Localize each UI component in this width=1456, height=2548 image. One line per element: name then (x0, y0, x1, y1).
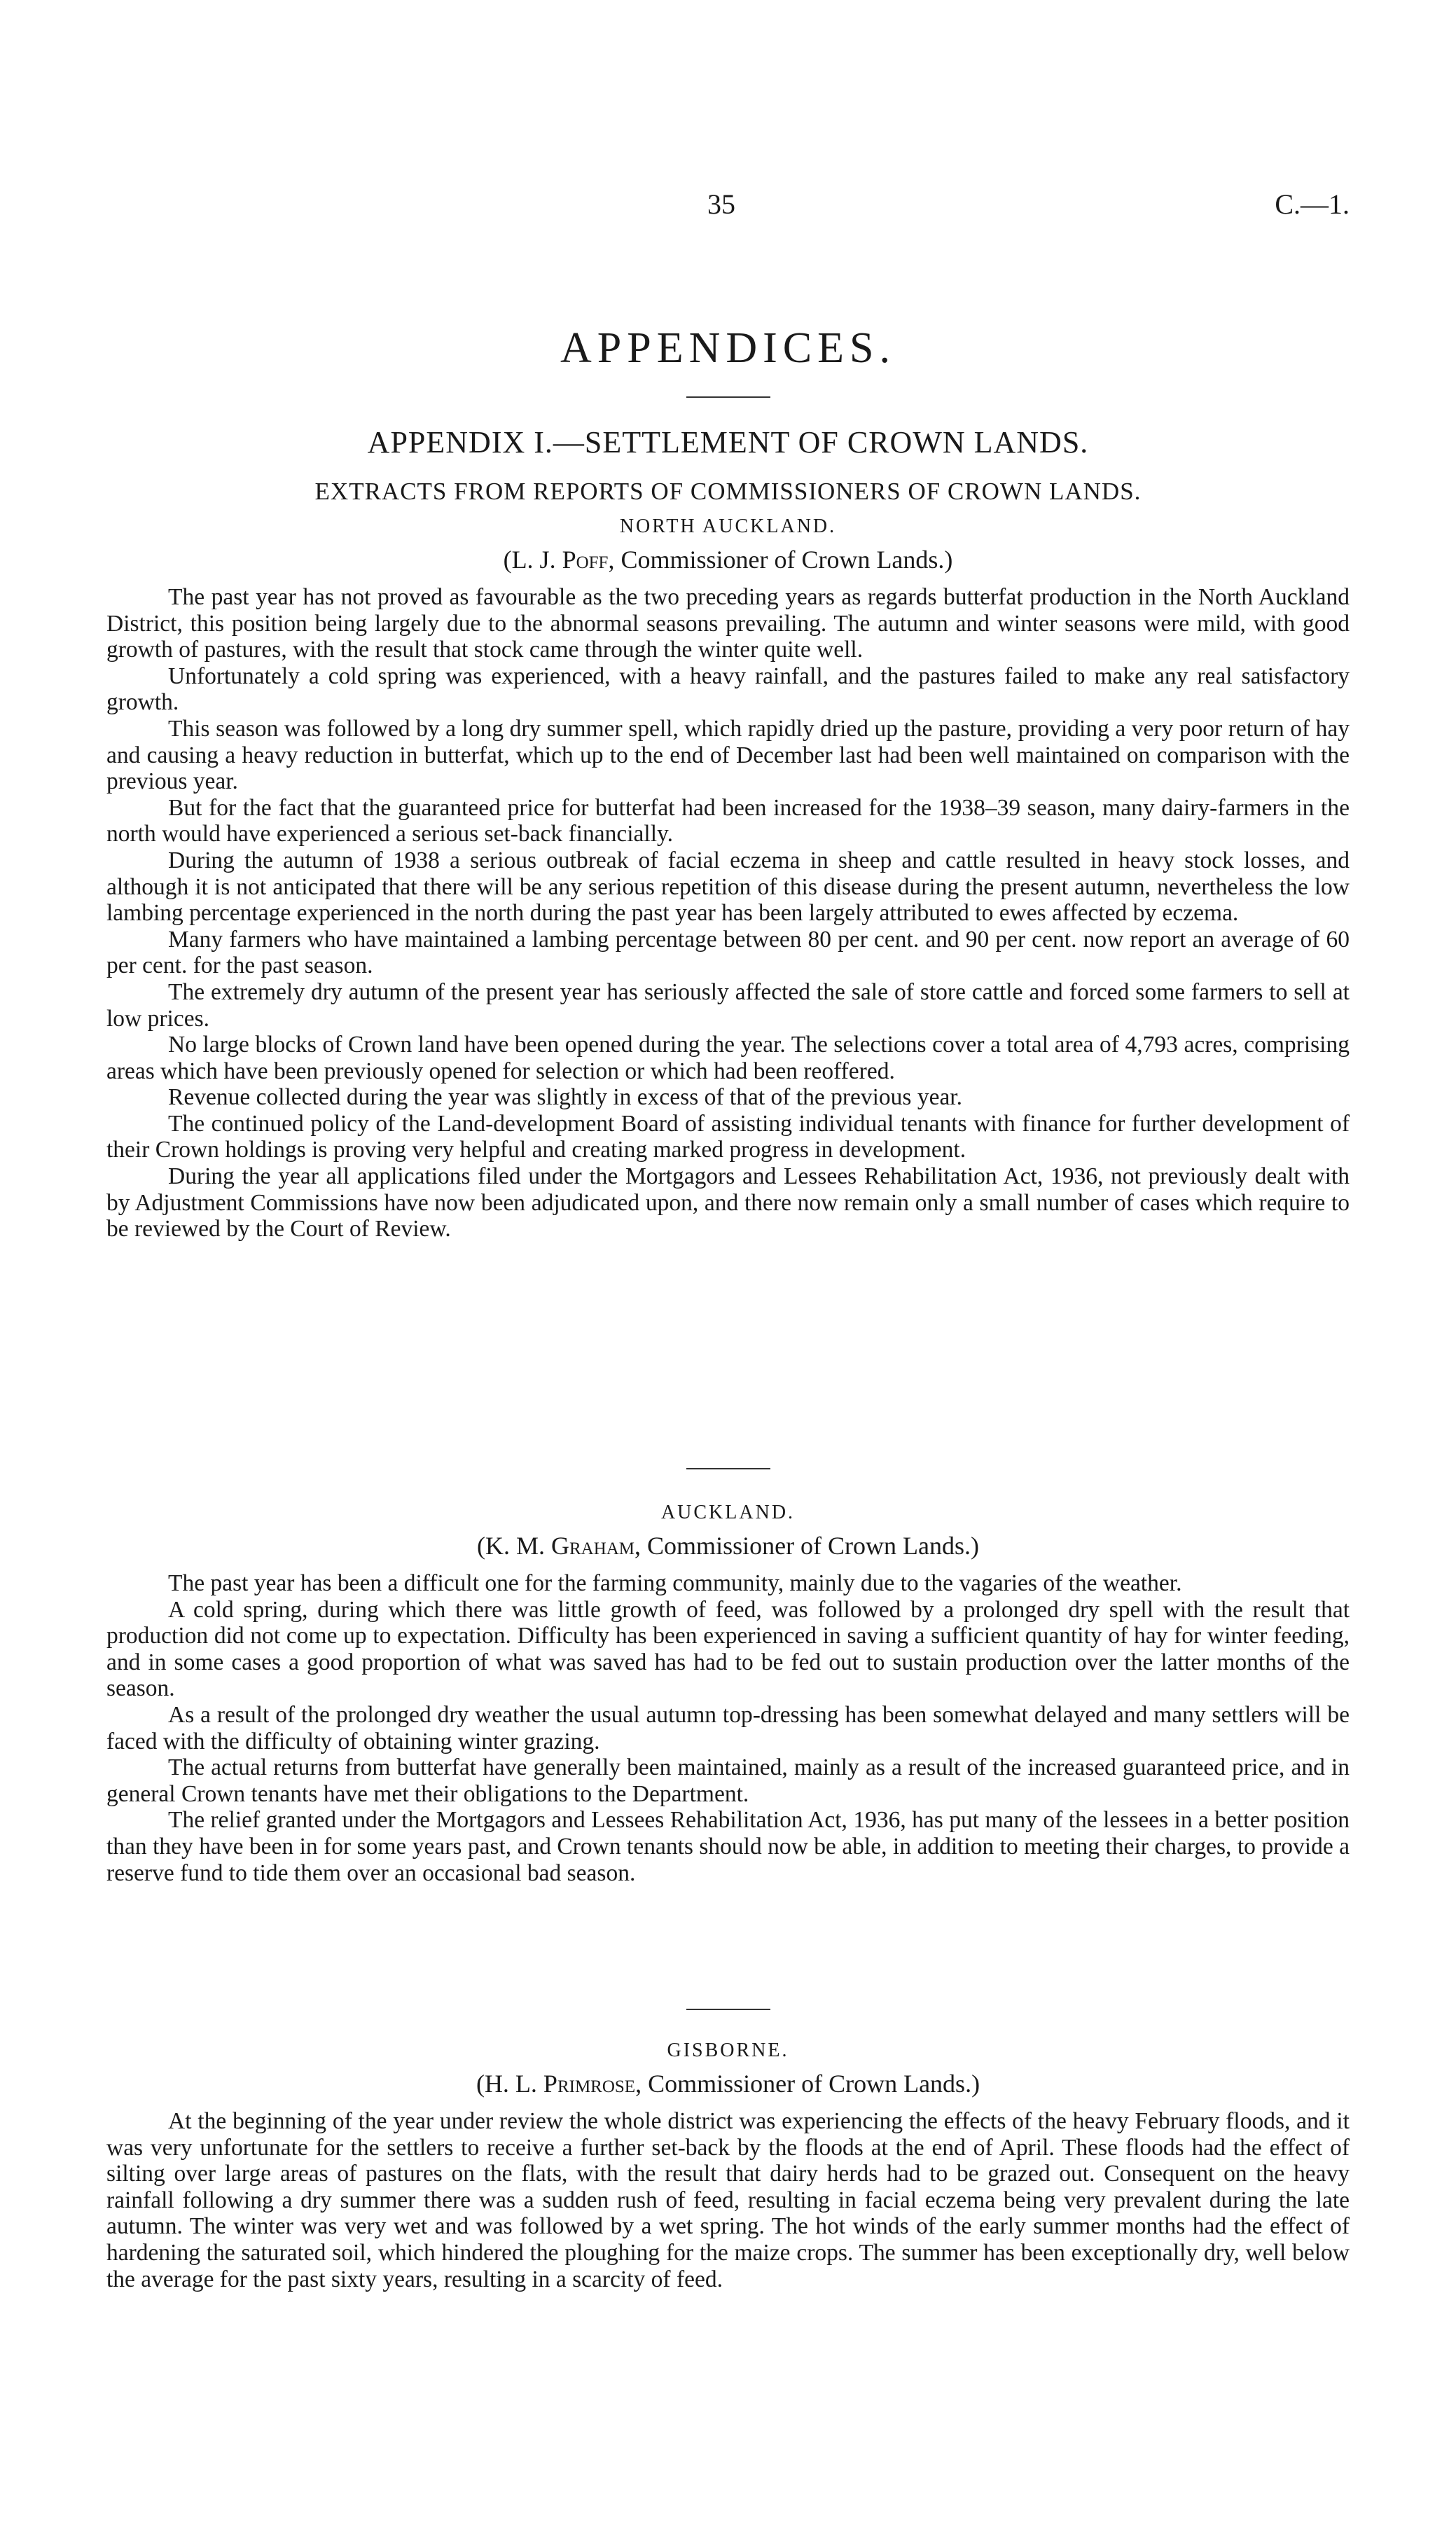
extracts-title: EXTRACTS FROM REPORTS OF COMMISSIONERS OF CROWN LANDS. (314, 478, 1142, 505)
paragraph: The extremely dry autumn of the present year has seriously affected the sale of store cattle and forced some farmers to sell at low prices. (106, 978, 1350, 1032)
commissioner-name: H. L. Primrose (484, 2070, 636, 2098)
paragraph: The past year has not proved as favourable as the two preceding years as regards butterfat production in the North Auckland District, this position being largely due to the abnormal seasons prevailing. The autumn and winter seasons were mild, with good growth of pastures, with the result that stock came through the winter quite well. (106, 584, 1350, 663)
paragraph: Unfortunately a cold spring was experienced, with a heavy rainfall, and the pastures failed to make any real satisfactory growth. (106, 663, 1350, 716)
commissioner-name: L. J. Poff (511, 546, 609, 574)
commissioner-name: K. M. Graham (485, 1532, 635, 1560)
paragraph: But for the fact that the guaranteed price for butterfat had been increased for the 1938–39 season, many dairy-farmers in the north would have experienced a serious set-back financially. (106, 794, 1350, 847)
main-title: APPENDICES. (560, 324, 896, 372)
appendix-title: APPENDIX I.—SETTLEMENT OF CROWN LANDS. (367, 425, 1089, 459)
paragraph: As a result of the prolonged dry weather the usual autumn top-dressing has been somewhat delayed and many settlers will be faced with the difficulty of obtaining winter grazing. (106, 1701, 1350, 1754)
section-heading-north-auckland: NORTH AUCKLAND. (619, 515, 837, 537)
paragraph: Revenue collected during the year was slightly in excess of that of the previous year. (168, 1084, 962, 1111)
section-divider (686, 1468, 770, 1469)
paragraph: The continued policy of the Land-development Board of assisting individual tenants with finance for further development of their Crown holdings is proving very helpful and creating marked progress in development. (106, 1110, 1350, 1163)
commissioner-title: , Commissioner of Crown Lands.) (608, 546, 953, 574)
paragraph: During the year all applications filed under the Mortgagors and Lessees Rehabilitation Act, 1936, not previously dealt with by Adjustment Commissions have now been adjudicated upon, and there now remain only a small number of cases which require to be reviewed by the Court of Review. (106, 1163, 1350, 1242)
commissioner-title: , Commissioner of Crown Lands.) (635, 1532, 980, 1560)
page-header (106, 188, 1350, 230)
paragraph: This season was followed by a long dry summer spell, which rapidly dried up the pasture, providing a very poor return of hay and causing a heavy reduction in butterfat, which up to the end of December last had been well maintained on comparison with the previous year. (106, 715, 1350, 795)
section-body-auckland (106, 1570, 1350, 1886)
paragraph: Many farmers who have maintained a lambing percentage between 80 per cent. and 90 per cent. now report an average of 60 per cent. for the past season. (106, 926, 1350, 979)
title-divider (686, 396, 770, 398)
section-divider (686, 2009, 770, 2010)
section-body-gisborne (106, 2108, 1350, 2292)
paragraph: The actual returns from butterfat have generally been maintained, mainly as a result of the increased guaranteed price, and in general Crown tenants have met their obligations to the Department. (106, 1754, 1350, 1807)
section-body-north-auckland (106, 584, 1350, 1242)
paragraph: No large blocks of Crown land have been opened during the year. The selections cover a total area of 4,793 acres, comprising areas which have been previously opened for selection or which had been reoffered. (106, 1032, 1350, 1084)
commissioner-line-gisborne: (H. L. Primrose, Commissioner of Crown Lands.) (476, 2070, 980, 2098)
paragraph: The past year has been a difficult one for the farming community, mainly due to the vagaries of the weather. (168, 1570, 1182, 1596)
paragraph: The relief granted under the Mortgagors and Lessees Rehabilitation Act, 1936, has put many of the lessees in a better position than they have been in for some years past, and Crown tenants should now be able, in addition to meeting their charges, to provide a reserve fund to tide them over an occasional bad season. (106, 1807, 1350, 1886)
commissioner-title: , Commissioner of Crown Lands.) (635, 2070, 980, 2098)
document-reference: C.—1. (1275, 188, 1350, 220)
commissioner-line-north-auckland: (L. J. Poff, Commissioner of Crown Lands.) (503, 546, 953, 574)
page-number: 35 (707, 188, 735, 220)
commissioner-line-auckland: (K. M. Graham, Commissioner of Crown Lands.) (476, 1532, 980, 1560)
section-heading-gisborne: GISBORNE. (667, 2040, 789, 2061)
paragraph: During the autumn of 1938 a serious outbreak of facial eczema in sheep and cattle resulted in heavy stock losses, and although it is not anticipated that there will be any serious repetition of this disease during the present autumn, nevertheless the low lambing percentage experienced in the north during the past year has been largely attributed to ewes affected by eczema. (106, 847, 1350, 927)
paragraph: A cold spring, during which there was little growth of feed, was followed by a prolonged dry spell with the result that production did not come up to expectation. Difficulty has been experienced in saving a sufficient quantity of hay for winter feeding, and in some cases a good proportion of what was saved has had to be fed out to sustain production over the latter months of the season. (106, 1596, 1350, 1702)
section-heading-auckland: AUCKLAND. (660, 1502, 796, 1523)
paragraph: At the beginning of the year under review the whole district was experiencing the effects of the heavy February floods, and it was very unfortunate for the settlers to receive a further set-back by the floods at the end of April. These floods had the effect of silting over large areas of pastures on the flats, with the result that dairy herds had to be grazed out. Consequent on the heavy rainfall following a dry summer there was a sudden rush of feed, resulting in facial eczema being very prevalent during the late autumn. The winter was very wet and was followed by a wet spring. The hot winds of the early summer months had the effect of hardening the saturated soil, which hindered the ploughing for the maize crops. The summer has been exceptionally dry, well below the average for the past sixty years, resulting in a scarcity of feed. (106, 2108, 1350, 2292)
